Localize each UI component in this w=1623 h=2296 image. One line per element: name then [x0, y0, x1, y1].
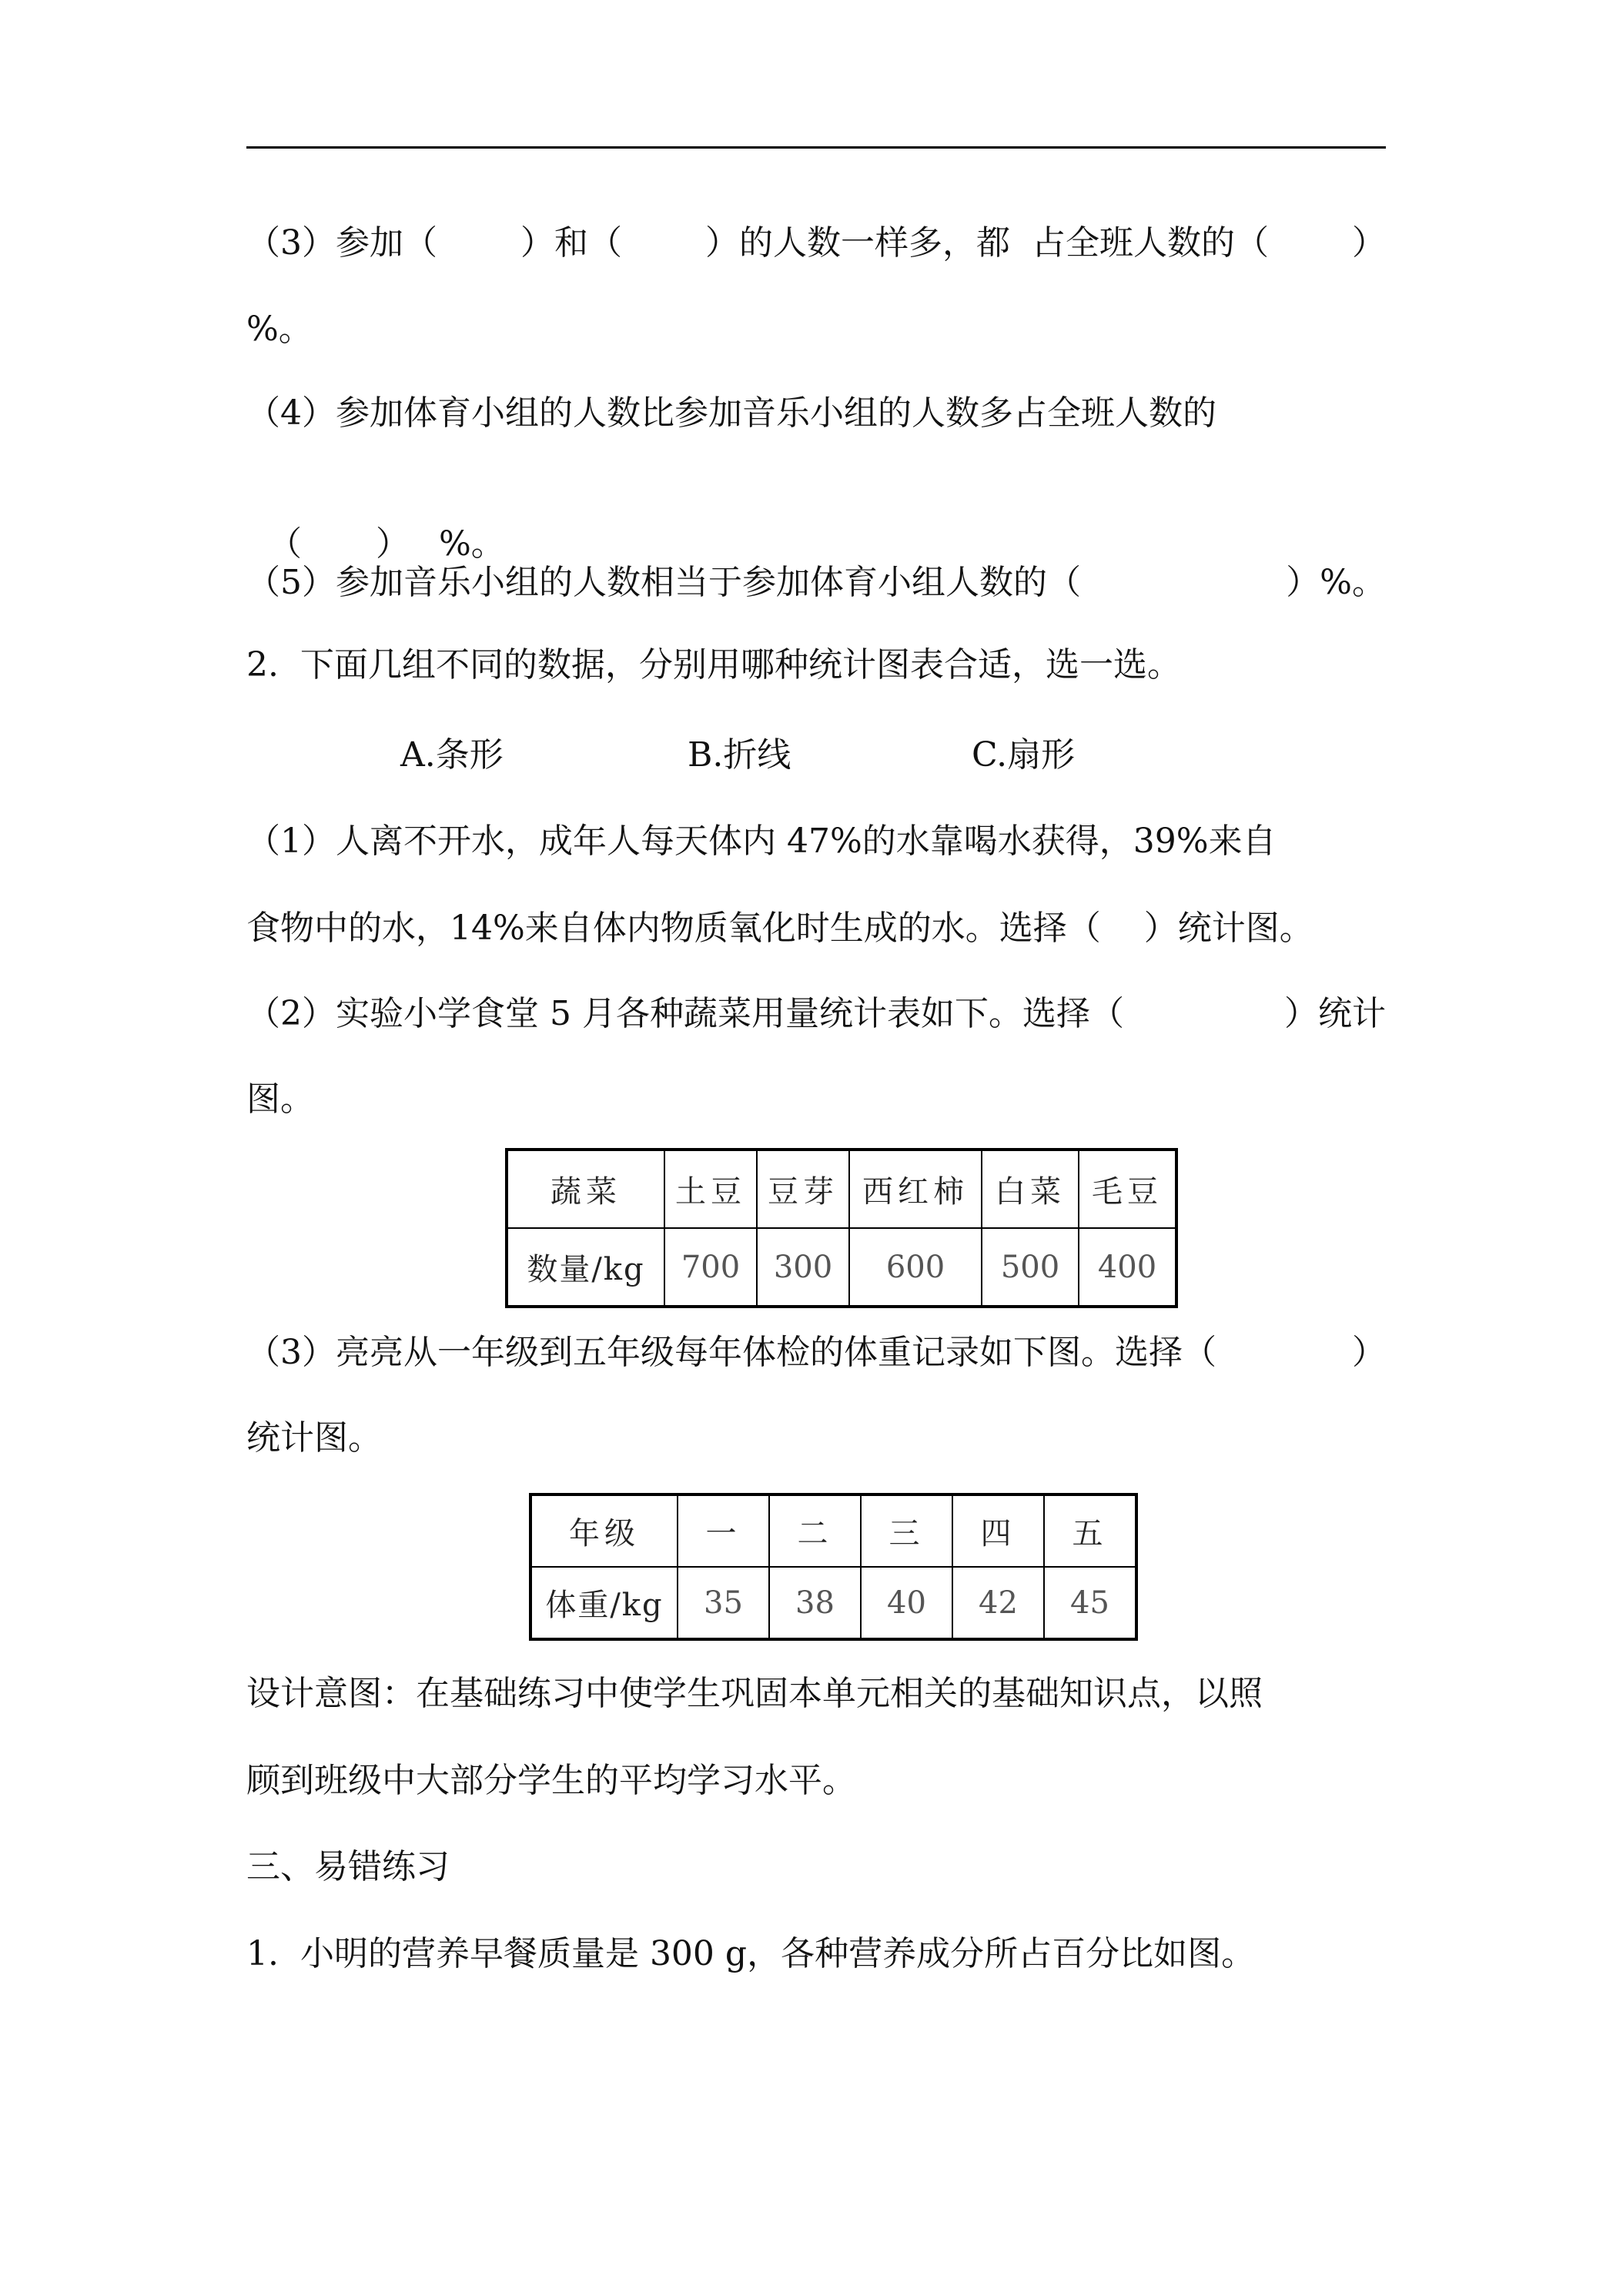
- text-segment: ）: [1351, 223, 1386, 263]
- text-segment: （2）实验小学食堂 5 月各种蔬菜用量统计表如下。选择（: [246, 994, 1124, 1033]
- option-b: B.折线: [688, 735, 791, 775]
- section-2-heading: 2. 下面几组不同的数据，分别用哪种统计图表合适，选一选。: [246, 645, 1181, 684]
- question-3-blanks: [246, 220, 1386, 266]
- table-cell: 豆芽: [757, 1150, 849, 1228]
- table-row: [530, 1567, 1136, 1639]
- table-cell: 白菜: [982, 1150, 1079, 1228]
- item-1-continued: 食物中的水，14%来自体内物质氧化时生成的水。选择（ ）统计图。: [246, 909, 1313, 948]
- table-cell: 毛豆: [1079, 1150, 1176, 1228]
- table-cell: 西红柿: [849, 1150, 982, 1228]
- text-segment: ）%。: [1286, 563, 1386, 602]
- table-cell: 45: [1044, 1567, 1136, 1639]
- text-segment: （3）亮亮从一年级到五年级每年体检的体重记录如下图。选择（: [246, 1333, 1216, 1372]
- table-cell: 40: [861, 1567, 952, 1639]
- table-row: [530, 1494, 1136, 1567]
- table-cell: 300: [757, 1228, 849, 1307]
- table-cell: 数量/kg: [507, 1228, 664, 1307]
- text-segment: ）统计: [1284, 994, 1386, 1033]
- item-2: [246, 991, 1386, 1037]
- text-segment: ）的人数一样多，都 占全班人数的（: [705, 223, 1269, 263]
- table-cell: 一: [678, 1494, 769, 1567]
- table-cell: 400: [1079, 1228, 1176, 1307]
- item-2-continued: 图。: [246, 1079, 314, 1119]
- question-4: （4）参加体育小组的人数比参加音乐小组的人数多占全班人数的: [246, 393, 1216, 433]
- table-cell: 蔬菜: [507, 1150, 664, 1228]
- table-cell: 600: [849, 1228, 982, 1307]
- option-a: A.条形: [400, 735, 504, 775]
- design-intent: 设计意图：在基础练习中使学生巩固本单元相关的基础知识点，以照: [246, 1674, 1263, 1713]
- table-cell: 42: [952, 1567, 1044, 1639]
- item-1: [246, 818, 1386, 865]
- table-cell: 体重/kg: [530, 1567, 678, 1639]
- text-segment: %。: [438, 524, 505, 564]
- question-4-continued: [246, 475, 1386, 567]
- section-3-question-1: 1. 小明的营养早餐质量是 300 g，各种营养成分所占百分比如图。: [246, 1934, 1256, 1973]
- text-segment: （5）参加音乐小组的人数相当于参加体育小组人数的（: [246, 563, 1081, 602]
- text-segment: （3）参加（: [246, 223, 437, 263]
- question-3-continued: %。: [246, 310, 313, 349]
- text-segment: ）和（: [520, 223, 622, 263]
- text-segment: ）: [1352, 1333, 1386, 1372]
- table-cell: 三: [861, 1494, 952, 1567]
- text-segment: （: [267, 524, 302, 564]
- table-cell: 五: [1044, 1494, 1136, 1567]
- table-cell: 四: [952, 1494, 1044, 1567]
- vegetable-table: [505, 1148, 1178, 1308]
- design-intent-continued: 顾到班级中大部分学生的平均学习水平。: [246, 1761, 856, 1800]
- item-3-continued: 统计图。: [246, 1418, 382, 1458]
- item-3: [246, 1330, 1386, 1376]
- weight-table: [529, 1493, 1138, 1641]
- text-segment: （1）人离不开水，成年人每天体内 47%的水靠喝水获得，39%来自: [246, 822, 1277, 861]
- table-cell: 700: [664, 1228, 757, 1307]
- table-cell: 35: [678, 1567, 769, 1639]
- section-3-heading: 三、易错练习: [246, 1847, 450, 1886]
- table-cell: 年级: [530, 1494, 678, 1567]
- question-5: [246, 560, 1386, 606]
- text-segment: ）: [375, 524, 410, 564]
- table-cell: 500: [982, 1228, 1079, 1307]
- table-cell: 二: [769, 1494, 861, 1567]
- table-row: [507, 1150, 1176, 1228]
- header-rule: [246, 146, 1386, 149]
- table-row: [507, 1228, 1176, 1307]
- table-cell: 38: [769, 1567, 861, 1639]
- option-c: C.扇形: [972, 735, 1076, 775]
- table-cell: 土豆: [664, 1150, 757, 1228]
